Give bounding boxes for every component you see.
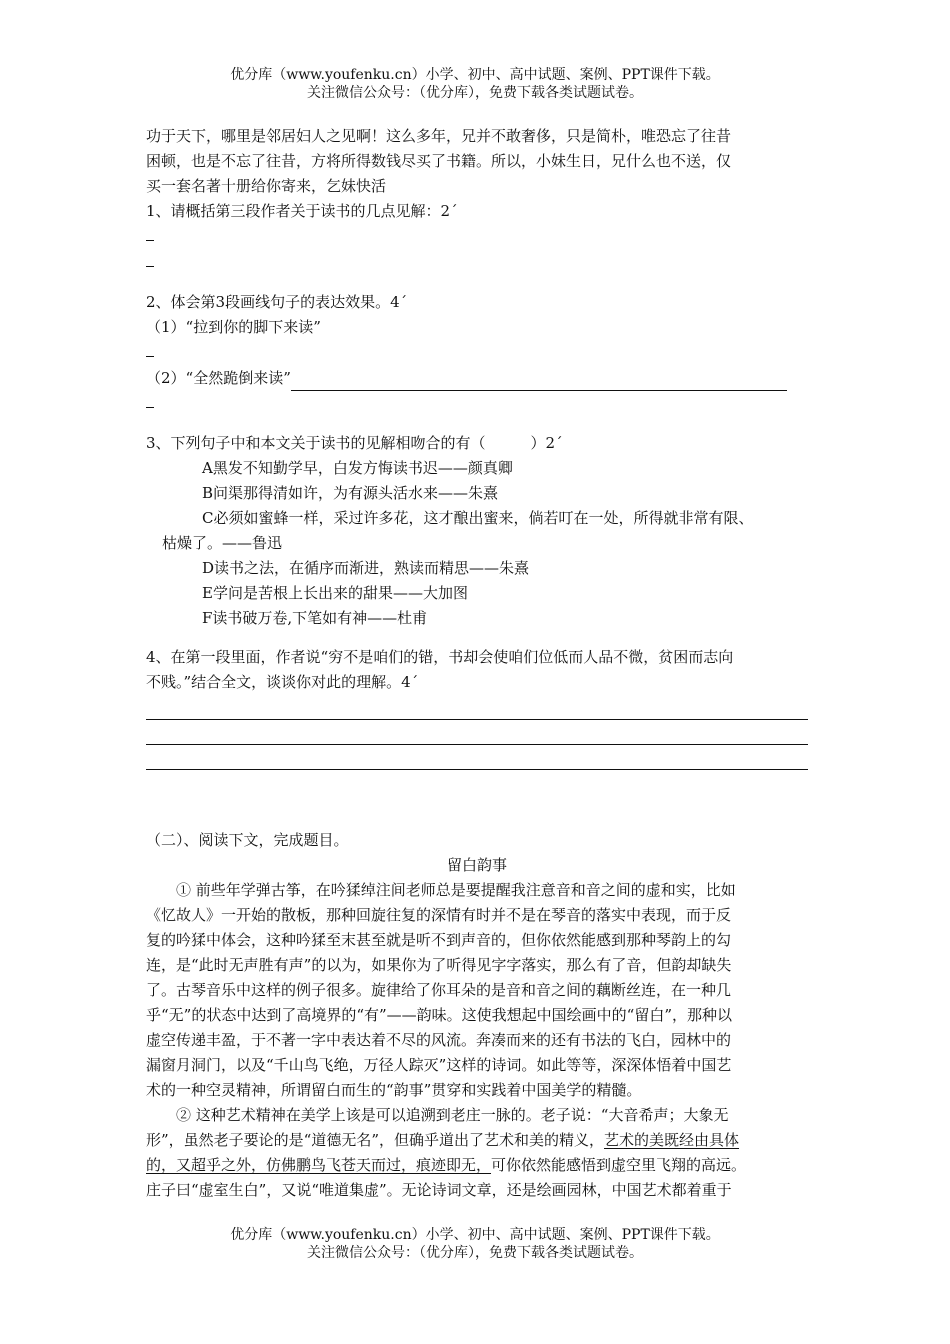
question-2-sub-2: （2）“全然跪倒来读” [146, 369, 291, 387]
paragraph-1-line: 术的一种空灵精神，所谓留白而生的“韵事”贯穿和实践着中国美学的精髓。 [146, 1081, 642, 1099]
option-e: E学问是苦根上长出来的甜果——大加图 [202, 584, 468, 602]
paragraph-2-text: 形”，虽然老子要论的是“道德无名”，但确乎道出了艺术和美的精义， [146, 1131, 605, 1149]
page-header [0, 66, 950, 102]
paragraph-1-line: 了。古琴音乐中这样的例子很多。旋律给了你耳朵的是音和音之间的藕断丝连，在一种几 [146, 981, 732, 999]
paragraph-2 [146, 1103, 808, 1203]
paragraph-2-line-3 [146, 1153, 808, 1178]
question-4-line-1: 4、在第一段里面，作者说“穷不是咱们的错，书却会使咱们位低而人品不微，贫困而志向 [146, 648, 734, 666]
paragraph-1-line: 连，是“此时无声胜有声”的以为，如果你为了听得见字字落实，那么有了音，但韵却缺失 [146, 956, 732, 974]
option-f: F读书破万卷,下笔如有神——杜甫 [202, 609, 428, 627]
footer-line-1: 优分库（www.youfenku.cn）小学、初中、高中试题、案例、PPT课件下载。 [230, 1227, 720, 1243]
question-4-line-2: 不贱。”结合全文，谈谈你对此的理解。4´ [146, 673, 419, 691]
answer-line-4b[interactable] [146, 720, 808, 745]
question-1: 1、请概括第三段作者关于读书的几点见解：2´ [146, 202, 458, 220]
header-line-2: 关注微信公众号：（优分库），免费下载各类试题试卷。 [307, 85, 643, 101]
underlined-sentence: 艺术的美既经由具体 [604, 1131, 740, 1149]
document-body [146, 124, 808, 1203]
paragraph-1-line: 《忆故人》一开始的散板，那种回旋往复的深情有时并不是在琴音的落实中表现，而于反 [146, 906, 732, 924]
paragraph-2-line-4: 庄子曰“虚室生白”，又说“唯道集虚”。无论诗词文章，还是绘画园林，中国艺术都着重于 [146, 1181, 732, 1199]
section-2-heading: （二）、阅读下文，完成题目。 [146, 831, 349, 849]
paragraph-2-line-1: ② 这种艺术精神在美学上该是可以追溯到老庄一脉的。老子说：“大音希声；大象无 [146, 1106, 729, 1124]
paragraph-1-line: 复的吟猱中体会，这种吟猱至末甚至就是听不到声音的，但你依然能感到那种琴韵上的勾 [146, 931, 732, 949]
paragraph-1-line: 漏窗月洞门，以及“千山鸟飞绝，万径人踪灭”这样的诗词。如此等等，深深体悟着中国艺 [146, 1056, 732, 1074]
header-line-1: 优分库（www.youfenku.cn）小学、初中、高中试题、案例、PPT课件下载。 [230, 67, 720, 83]
option-a: A黑发不知勤学早，白发方悔读书迟——颜真卿 [202, 459, 513, 477]
intro-line-3: 买一套名著十册给你寄来，乞妹快活 [146, 177, 387, 195]
intro-line-1: 功于天下，哪里是邻居妇人之见啊！这么多年，兄并不敢奢侈，只是简朴，唯恐忘了往昔 [146, 127, 732, 145]
paragraph-1-line: 乎“无”的状态中达到了高境界的“有”——韵味。这使我想起中国绘画中的“留白”，那种以 [146, 1006, 733, 1024]
underlined-sentence: 的，又超乎之外，仿佛鹏鸟飞苍天而过，痕迹即无， [146, 1156, 492, 1174]
paragraph-2-text: 可你依然能感悟到虚空里飞翔的高远。 [491, 1156, 747, 1174]
option-b: B问渠那得清如许，为有源头活水来——朱熹 [202, 484, 499, 502]
option-c-continued: 枯燥了。——鲁迅 [162, 534, 283, 552]
answer-blank-2a[interactable] [146, 340, 808, 366]
question-2-sub-1: （1）“拉到你的脚下来读” [146, 318, 321, 336]
paragraph-1-line: 虚空传递丰盈，于不著一字中表达着不尽的风流。奔凑而来的还有书法的飞白，园林中的 [146, 1031, 732, 1049]
intro-line-2: 困顿，也是不忘了往昔，方将所得数钱尽买了书籍。所以，小妹生日，兄什么也不送，仅 [146, 152, 732, 170]
question-2-sub-2-row [146, 366, 808, 391]
answer-blank-2c[interactable] [146, 391, 808, 417]
option-c: C必须如蜜蜂一样，采过许多花，这才酿出蜜来，倘若叮在一处，所得就非常有限、 [202, 509, 754, 527]
answer-line-4c[interactable] [146, 745, 808, 770]
paragraph-2-line-2 [146, 1128, 808, 1153]
answer-blank-1b[interactable] [146, 250, 808, 276]
paragraph-1-line: ① 前些年学弹古筝，在吟猱绰注间老师总是要提醒我注意音和音之间的虚和实，比如 [146, 881, 736, 899]
question-3: 3、下列句子中和本文关于读书的见解相吻合的有（ ）2´ [146, 434, 563, 452]
paragraph-1 [146, 878, 808, 1103]
option-d: D读书之法，在循序而渐进，熟读而精思——朱熹 [202, 559, 530, 577]
answer-line-4a[interactable] [146, 695, 808, 720]
answer-blank-1a[interactable] [146, 224, 808, 250]
question-2: 2、体会第3段画线句子的表达效果。4´ [146, 293, 408, 311]
footer-line-2: 关注微信公众号：（优分库），免费下载各类试题试卷。 [307, 1245, 643, 1261]
article-title: 留白韵事 [446, 856, 507, 874]
answer-line-2b[interactable] [291, 373, 787, 391]
page-footer [0, 1226, 950, 1262]
